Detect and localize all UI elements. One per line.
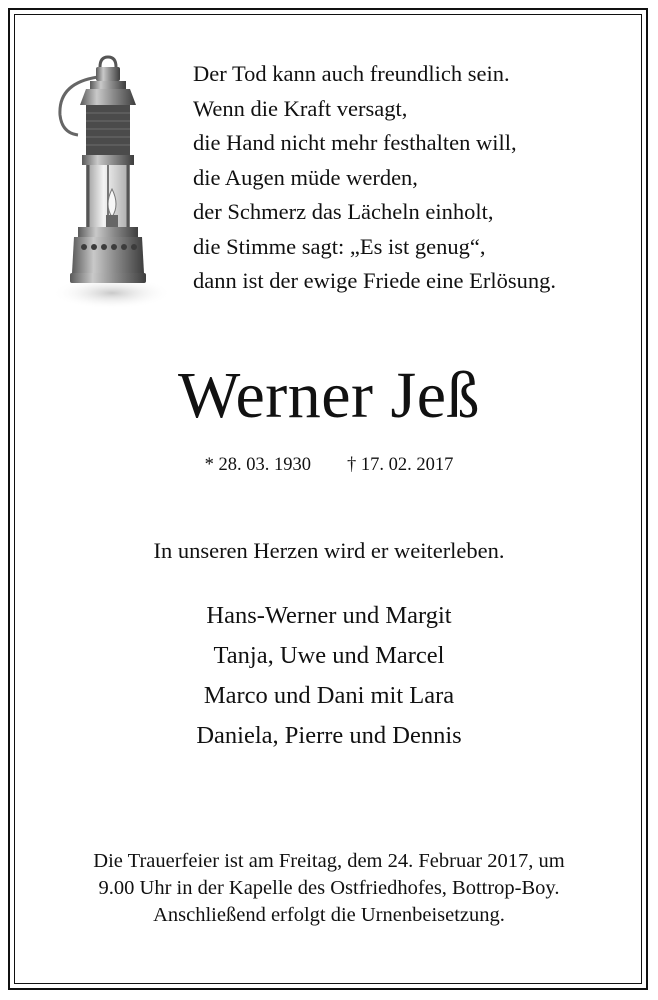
family-list — [0, 596, 658, 756]
poem-line: Der Tod kann auch freundlich sein. — [193, 61, 510, 86]
poem-line: Wenn die Kraft versagt, — [193, 95, 408, 121]
family-member: Marco und Dani mit Lara — [203, 682, 455, 709]
motto: In unseren Herzen wird er weiterleben. — [153, 538, 505, 563]
family-member: Tanja, Uwe und Marcel — [213, 642, 445, 669]
poem-line: die Stimme sagt: „Es ist genug“, — [193, 233, 486, 259]
poem-line: der Schmerz das Lächeln einholt, — [193, 199, 494, 224]
birth-date: * 28. 03. 1930 — [204, 455, 311, 475]
notice-line: Anschließend erfolgt die Urnenbeisetzung. — [153, 904, 505, 926]
funeral-notice — [0, 848, 658, 929]
death-date: † 17. 02. 2017 — [347, 455, 454, 475]
poem — [193, 57, 643, 299]
notice-line: Die Trauerfeier ist am Freitag, dem 24. Februar 2017, um — [93, 850, 565, 872]
miners-lamp-icon — [40, 55, 180, 315]
poem-line: die Hand nicht mehr festhalten will, — [193, 130, 517, 155]
deceased-name: Werner Jeß — [177, 359, 481, 432]
poem-line: dann ist der ewige Friede eine Erlösung. — [193, 268, 557, 293]
poem-line: die Augen müde werden, — [193, 164, 418, 190]
family-member: Daniela, Pierre und Dennis — [196, 722, 462, 749]
family-member: Hans-Werner und Margit — [206, 602, 452, 629]
life-dates — [0, 453, 658, 477]
notice-line: 9.00 Uhr in der Kapelle des Ostfriedhofes, Bottrop-Boy. — [98, 877, 560, 899]
